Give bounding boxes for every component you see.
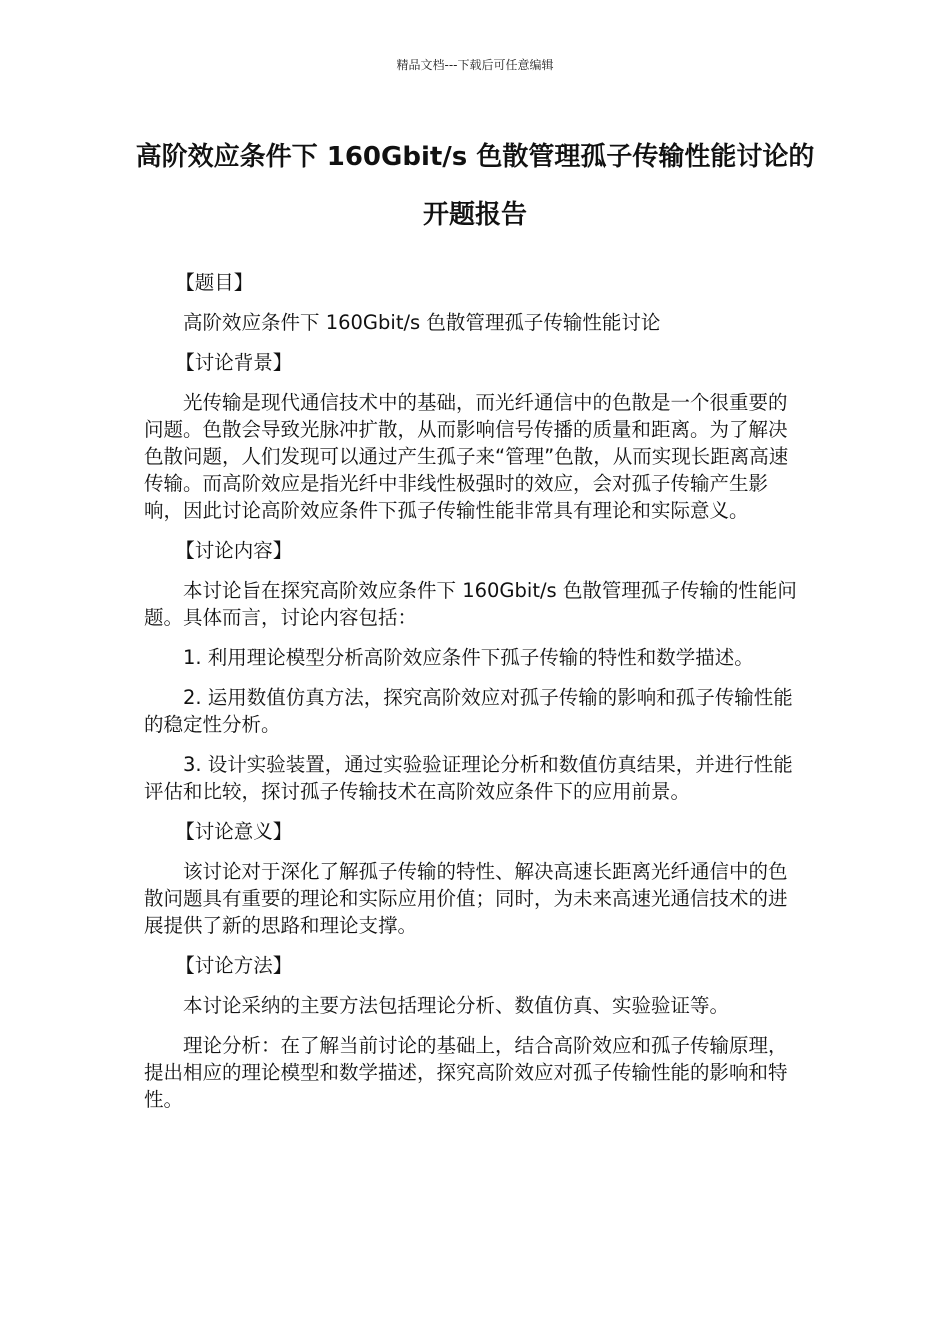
topic-text: 高阶效应条件下 160Gbit/s 色散管理孤子传输性能讨论 <box>183 311 661 334</box>
header-note: 精品文档---下载后可任意编辑 <box>396 58 554 72</box>
section-heading-background: 【讨论背景】 <box>175 351 293 374</box>
section-heading-content: 【讨论内容】 <box>175 539 293 562</box>
section-heading-method: 【讨论方法】 <box>175 954 293 977</box>
document-body <box>144 269 804 1113</box>
content-intro-paragraph: 本讨论旨在探究高阶效应条件下 160Gbit/s 色散管理孤子传输的性能问题。具体而言，讨论内容包括： <box>144 579 797 629</box>
document-title: 高阶效应条件下 160Gbit/s 色散管理孤子传输性能讨论的开题报告 <box>135 142 815 230</box>
background-paragraph: 光传输是现代通信技术中的基础，而光纤通信中的色散是一个很重要的问题。色散会导致光脉冲扩散，从而影响信号传播的质量和距离。为了解决色散问题，人们发现可以通过产生孤子来“管理”色散，从而实现长距离高速传输。而高阶效应是指光纤中非线性极强时的效应，会对孤子传输产生影响，因此讨论高阶效应条件下孤子传输性能非常具有理论和实际意义。 <box>144 391 789 522</box>
method-intro-paragraph: 本讨论采纳的主要方法包括理论分析、数值仿真、实验验证等。 <box>183 994 730 1017</box>
section-heading-significance: 【讨论意义】 <box>175 820 293 843</box>
section-heading-topic: 【题目】 <box>175 271 254 294</box>
content-list-item: 1. 利用理论模型分析高阶效应条件下孤子传输的特性和数学描述。 <box>183 646 754 669</box>
content-list-item: 2. 运用数值仿真方法，探究高阶效应对孤子传输的影响和孤子传输性能的稳定性分析。 <box>144 686 793 736</box>
method-theory-paragraph: 理论分析：在了解当前讨论的基础上，结合高阶效应和孤子传输原理，提出相应的理论模型和数学描述，探究高阶效应对孤子传输性能的影响和特性。 <box>144 1034 788 1111</box>
content-list-item: 3. 设计实验装置，通过实验验证理论分析和数值仿真结果，并进行性能评估和比较，探讨孤子传输技术在高阶效应条件下的应用前景。 <box>144 753 793 803</box>
significance-paragraph: 该讨论对于深化了解孤子传输的特性、解决高速长距离光纤通信中的色散问题具有重要的理论和实际应用价值；同时，为未来高速光通信技术的进展提供了新的思路和理论支撑。 <box>144 860 788 937</box>
